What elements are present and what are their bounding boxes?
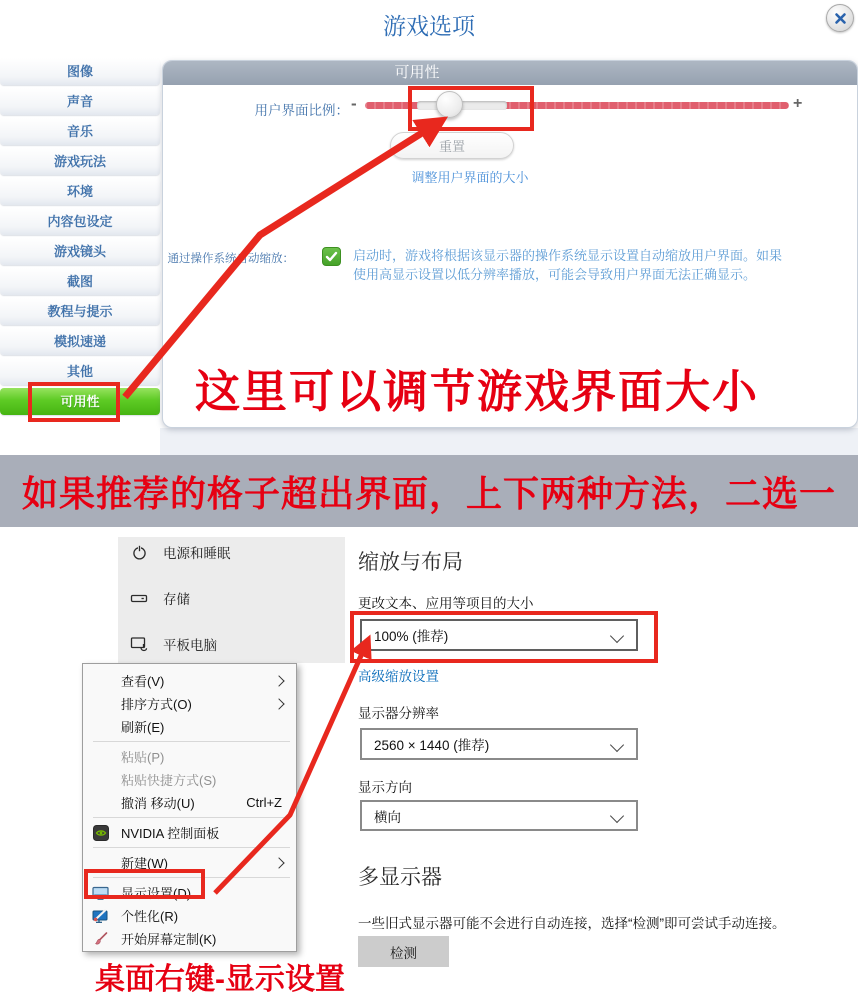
chevron-down-icon (610, 809, 624, 823)
menu-item-view[interactable] (83, 669, 296, 692)
menu-item-label: 粘贴(P) (121, 750, 165, 765)
sidebar-item-screenshot[interactable]: 截图 (0, 268, 160, 295)
highlight-box-accessibility (28, 382, 120, 422)
slider-plus-label[interactable]: + (793, 95, 803, 112)
close-icon (834, 12, 847, 25)
menu-item-label: 粘贴快捷方式(S) (121, 773, 217, 788)
os-auto-scale-description (353, 246, 833, 284)
dialog-title: 游戏选项 (383, 13, 475, 39)
scale-dropdown-value: 100% (推荐) (374, 629, 449, 644)
ui-scale-caption: 调整用户界面的大小 (411, 170, 529, 185)
menu-item-refresh[interactable] (83, 715, 296, 738)
menu-item-label: 显示设置(D) (121, 886, 192, 901)
close-button[interactable] (826, 4, 854, 32)
menu-item-start-screen-customize[interactable] (83, 927, 296, 950)
sidebar-item-gameplay[interactable]: 游戏玩法 (0, 148, 160, 175)
menu-item-paste-shortcut (83, 768, 296, 791)
resolution-dropdown[interactable] (360, 728, 638, 760)
os-auto-scale-checkbox[interactable] (322, 247, 341, 266)
context-menu (82, 663, 297, 952)
multi-display-description: 一些旧式显示器可能不会进行自动连接，选择“检测”即可尝试手动连接。 (358, 916, 786, 931)
orientation-dropdown-value: 横向 (374, 809, 401, 825)
tablet-icon (130, 635, 148, 653)
reset-button[interactable]: 重置 (390, 132, 514, 159)
sidebar-item-sound[interactable]: 声音 (0, 88, 160, 115)
sidebar-item-tutorials[interactable]: 教程与提示 (0, 298, 160, 325)
menu-item-personalize[interactable] (83, 904, 296, 927)
nav-item-label: 存储 (163, 592, 190, 607)
nav-item-label: 平板电脑 (163, 638, 217, 653)
description-line: 使用高显示设置以低分辨率播放，可能会导致用户界面无法正确显示。 (353, 267, 757, 282)
footnote-text: 桌面右键-显示设置 (95, 963, 345, 996)
menu-item-nvidia-control-panel[interactable] (83, 821, 296, 844)
sidebar-item-camera[interactable]: 游戏镜头 (0, 238, 160, 265)
slider-minus-label[interactable]: - (351, 94, 357, 113)
detect-button[interactable]: 检测 (358, 936, 449, 967)
menu-item-label: 个性化(R) (121, 909, 179, 924)
brush-icon (92, 930, 109, 947)
personalize-icon (92, 907, 109, 924)
sidebar-item-accessibility[interactable]: 可用性 (0, 388, 160, 415)
menu-item-label: NVIDIA 控制面板 (121, 826, 220, 841)
resolution-dropdown-value: 2560 × 1440 (推荐) (374, 738, 490, 753)
menu-item-label: 刷新(E) (121, 720, 165, 735)
menu-separator (93, 741, 290, 742)
menu-item-label: 新建(W) (121, 856, 168, 871)
orientation-label: 显示方向 (358, 780, 412, 795)
highlight-box-slider (408, 86, 534, 131)
nav-item-label: 电源和睡眠 (163, 546, 231, 561)
scale-size-label: 更改文本、应用等项目的大小 (358, 596, 534, 611)
multi-display-heading: 多显示器 (358, 866, 442, 889)
options-sidebar (0, 58, 160, 418)
menu-item-undo-move[interactable] (83, 791, 296, 814)
menu-item-paste (83, 745, 296, 768)
panel-header: 可用性 (163, 61, 857, 85)
ui-scale-label: 用户界面比例： (254, 103, 349, 118)
nav-item-power-sleep[interactable] (118, 540, 345, 564)
menu-item-label: 查看(V) (121, 674, 165, 689)
orientation-dropdown[interactable] (360, 800, 638, 831)
menu-separator (93, 817, 290, 818)
power-icon (130, 544, 148, 561)
menu-separator (93, 847, 290, 848)
sidebar-item-music[interactable]: 音乐 (0, 118, 160, 145)
middle-banner (0, 455, 858, 527)
check-icon (325, 250, 338, 263)
chevron-down-icon (610, 738, 624, 752)
highlight-box-display-settings (84, 869, 205, 899)
sidebar-item-sim-delivery[interactable]: 模拟速递 (0, 328, 160, 355)
banner-text: 如果推荐的格子超出界面，上下两种方法，二选一 (21, 472, 836, 514)
highlight-box-scale-dropdown (350, 611, 658, 663)
nvidia-icon (92, 824, 109, 841)
sidebar-item-environment[interactable]: 环境 (0, 178, 160, 205)
submenu-arrow-icon (273, 675, 284, 686)
annotation-big-red-text: 这里可以调节游戏界面大小 (195, 366, 760, 417)
storage-icon (130, 590, 148, 607)
menu-item-label: 撤消 移动(U) (121, 796, 195, 811)
settings-nav-panel (118, 537, 345, 663)
menu-item-sort-by[interactable] (83, 692, 296, 715)
resolution-label: 显示器分辨率 (358, 706, 439, 721)
description-line: 启动时，游戏将根据该显示器的操作系统显示设置自动缩放用户界面。如果 (353, 248, 783, 263)
sidebar-item-graphics[interactable]: 图像 (0, 58, 160, 85)
submenu-arrow-icon (273, 857, 284, 868)
menu-shortcut-label: Ctrl+Z (246, 795, 282, 810)
menu-item-label: 开始屏幕定制(K) (121, 932, 217, 947)
advanced-scaling-link[interactable]: 高级缩放设置 (358, 669, 439, 684)
nav-item-tablet[interactable] (118, 632, 345, 656)
scale-layout-heading: 缩放与布局 (358, 551, 463, 574)
nav-item-storage[interactable] (118, 586, 345, 610)
os-auto-scale-label: 通过操作系统自动缩放： (167, 253, 294, 265)
dialog-bottom-strip (160, 428, 858, 455)
submenu-arrow-icon (273, 698, 284, 709)
menu-item-label: 排序方式(O) (121, 697, 192, 712)
sidebar-item-other[interactable]: 其他 (0, 358, 160, 385)
sidebar-item-content-packs[interactable]: 内容包设定 (0, 208, 160, 235)
